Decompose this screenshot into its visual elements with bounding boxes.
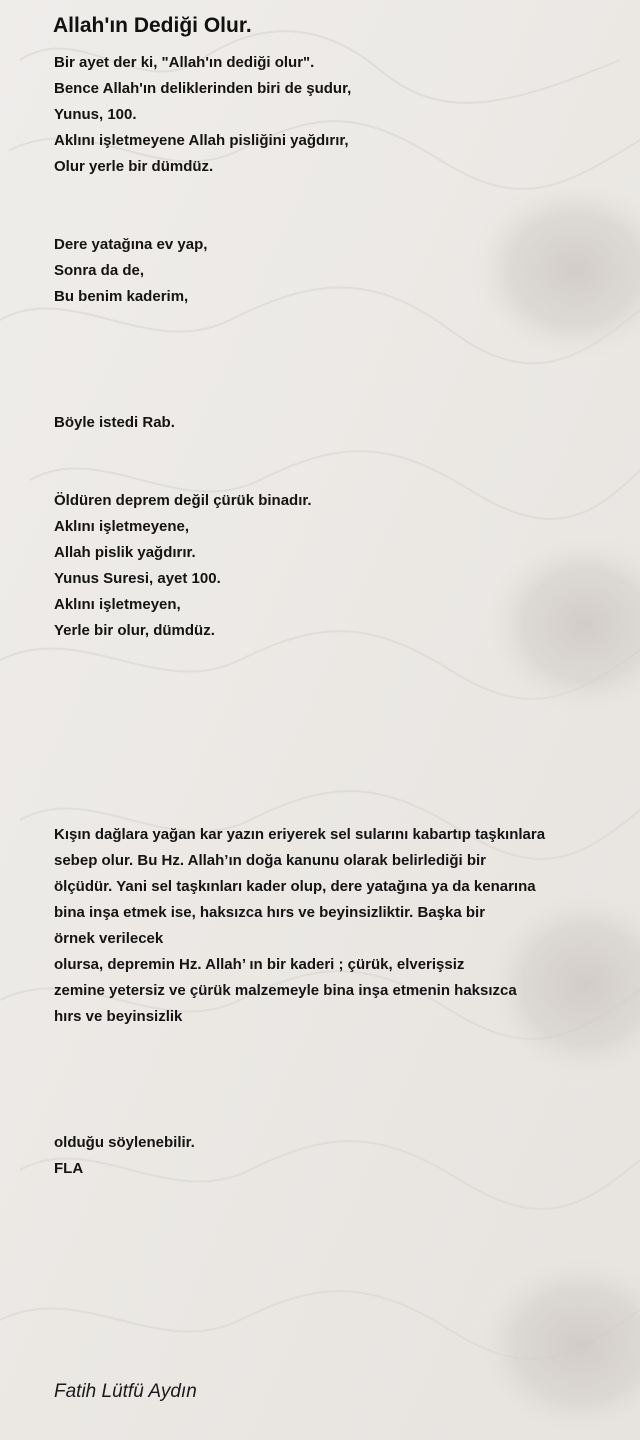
poem-line: Olur yerle bir dümdüz. bbox=[54, 158, 214, 175]
poem-line: Yunus, 100. bbox=[54, 106, 137, 123]
poem-line: Böyle istedi Rab. bbox=[54, 414, 175, 431]
poem-line: olduğu söylenebilir. bbox=[54, 1134, 195, 1151]
poem-line: Bence Allah'ın deliklerinden biri de şudur, bbox=[54, 80, 352, 97]
poem-line: Yunus Suresi, ayet 100. bbox=[54, 570, 221, 587]
poem-line: örnek verilecek bbox=[54, 930, 164, 947]
poem-author: Fatih Lütfü Aydın bbox=[54, 1381, 197, 1402]
poem-title: Allah'ın Dediği Olur. bbox=[53, 14, 252, 37]
poem-line: olursa, depremin Hz. Allah’ ın bir kaderi ; çürük, elverişsiz bbox=[54, 956, 465, 973]
poem-line: Yerle bir olur, dümdüz. bbox=[54, 622, 215, 639]
poem-line: Aklını işletmeyen, bbox=[54, 596, 181, 613]
poem-line: Allah pislik yağdırır. bbox=[54, 544, 196, 561]
poem-line: hırs ve beyinsizlik bbox=[54, 1008, 183, 1025]
poem-line: Bir ayet der ki, "Allah'ın dediği olur". bbox=[54, 54, 315, 71]
poem-line: Aklını işletmeyene Allah pisliğini yağdırır, bbox=[54, 132, 349, 149]
poem-line: Sonra da de, bbox=[54, 262, 145, 279]
poem-line: ölçüdür. Yani sel taşkınları kader olup, dere yatağına ya da kenarına bbox=[54, 878, 536, 895]
poem-signature-initials: FLA bbox=[54, 1160, 84, 1177]
poem-line: zemine yetersiz ve çürük malzemeyle bina inşa etmenin haksızca bbox=[54, 982, 517, 999]
poem-line: Bu benim kaderim, bbox=[54, 288, 189, 305]
poem-line: Dere yatağına ev yap, bbox=[54, 236, 208, 253]
poem-line: Kışın dağlara yağan kar yazın eriyerek sel sularını kabartıp taşkınlara bbox=[54, 826, 546, 843]
poem-line: Öldüren deprem değil çürük binadır. bbox=[54, 492, 312, 509]
poem-line: sebep olur. Bu Hz. Allah’ın doğa kanunu olarak belirlediği bir bbox=[54, 852, 487, 869]
poem-line: Aklını işletmeyene, bbox=[54, 518, 190, 535]
poem-line: bina inşa etmek ise, haksızca hırs ve beyinsizliktir. Başka bir bbox=[54, 904, 486, 921]
